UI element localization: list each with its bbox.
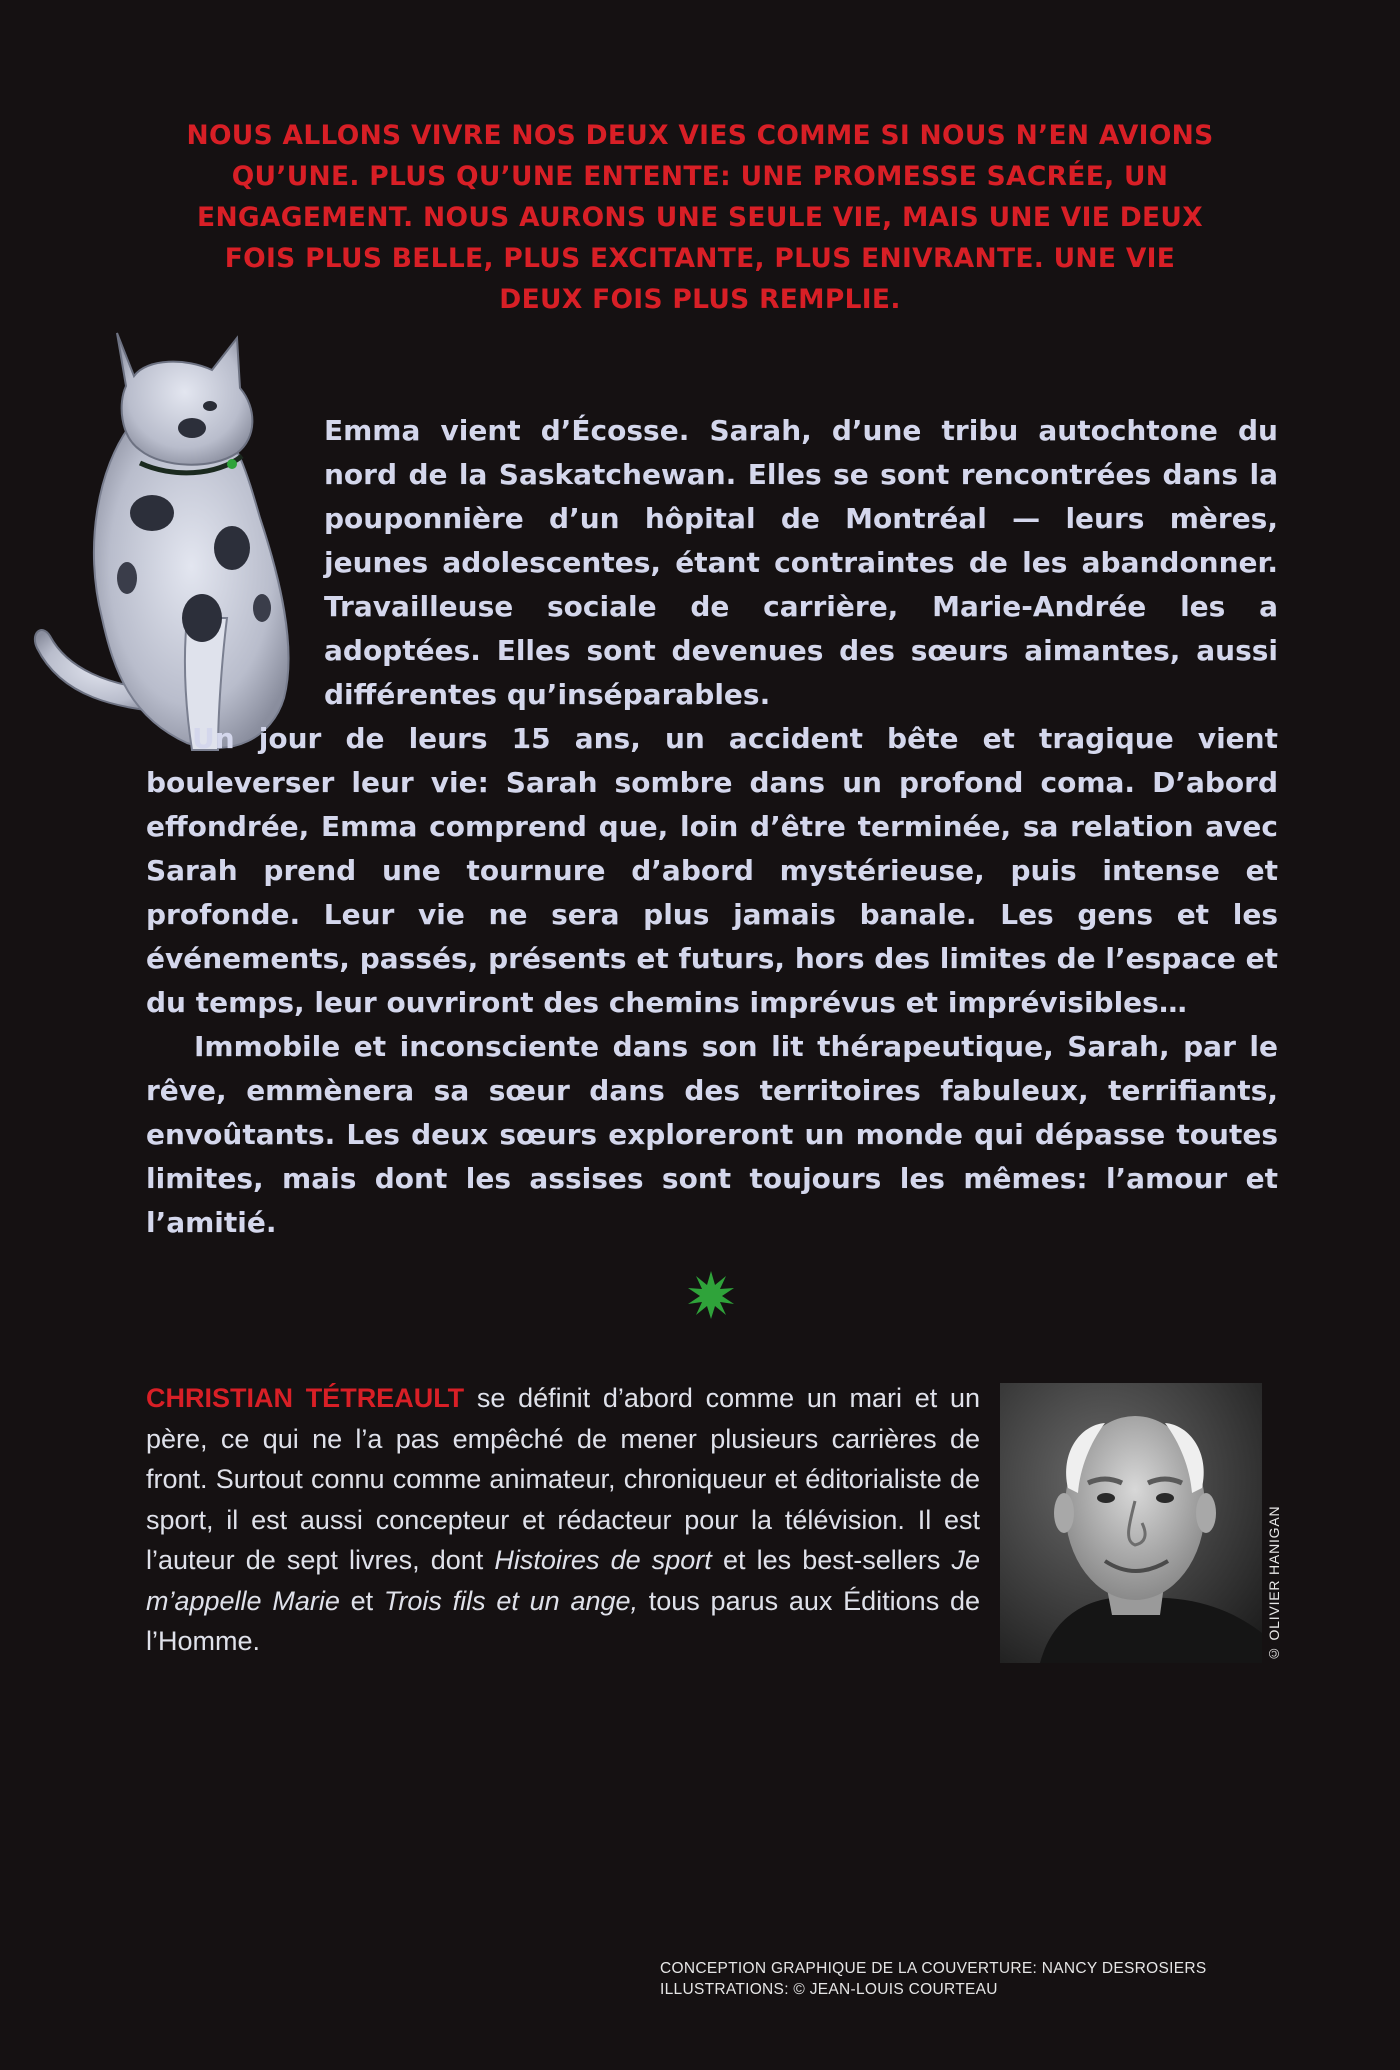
bio-text-3: et [339, 1585, 384, 1616]
tagline: NOUS ALLONS VIVRE NOS DEUX VIES COMME SI NOUS N’EN AVIONS QU’UNE. PLUS QU’UNE ENTENTE: UNE PROMESSE SACRÉE, UN ENGAGEMENT. NOUS AURONS UNE SEULE VIE, MAIS UNE VIE DEUX FOIS PLUS BELLE, PLUS EXCITANTE, PLUS ENIVRANTE. UNE VIE DEUX FOIS PLUS REMPLIE. [186, 120, 1214, 315]
bio-text-1: se définit d’abord comme un mari et un père, ce qui ne l’a pas empêché de mener plusieurs carrières de front. Surtout connu comme animateur, chroniqueur et éditorialiste de sport, il est aussi concepteur et rédacteur pour la télévision. Il est l’auteur de sept livres, dont [146, 1383, 980, 1575]
book-title-2: Je m’appelle Marie [146, 1545, 980, 1616]
book-title-1: Histoires de sport [494, 1545, 712, 1575]
cover-credits [660, 1958, 1280, 2000]
credit-illustrations: ILLUSTRATIONS: © JEAN-LOUIS COURTEAU [660, 1981, 998, 1998]
synopsis-paragraph-1: Emma vient d’Écosse. Sarah, d’une tribu autochtone du nord de la Saskatchewan. Elles se sont rencontrées dans la pouponnière d’un hôpital de Montréal — leurs mères, jeunes adolescentes, étant contraintes de les abandonner. Travailleuse sociale de carrière, Marie-Andrée les a adoptées. Elles sont devenues des sœurs aimantes, aussi différentes qu’inséparables. [324, 414, 1278, 711]
bio-text-2: et les best-sellers [711, 1545, 952, 1575]
bio-text-4: tous parus aux Éditions de l’Homme. [146, 1585, 980, 1656]
synopsis-paragraph-2: Un jour de leurs 15 ans, un accident bête et tragique vient bouleverser leur vie: Sarah sombre dans un profond coma. D’abord effondrée, Emma comprend que, loin d’être terminée, sa relation avec Sarah prend une tournure d’abord mystérieuse, puis intense et profonde. Leur vie ne sera plus jamais banale. Les gens et les événements, passés, présents et futurs, hors des limites de l’espace et du temps, leur ouvriront des chemins imprévus et imprévisibles… [146, 722, 1278, 1019]
cat-text-wrap-space [146, 409, 324, 711]
synopsis [146, 409, 1278, 1245]
book-title-3: Trois fils et un ange, [383, 1585, 639, 1616]
author-name: CHRISTIAN TÉTREAULT [146, 1383, 465, 1413]
author-photo [1000, 1383, 1262, 1663]
photo-credit: © OLIVIER HANIGAN [1266, 1505, 1282, 1662]
credit-design: CONCEPTION GRAPHIQUE DE LA COUVERTURE: NANCY DESROSIERS [660, 1960, 1207, 1977]
author-bio [146, 1378, 980, 1662]
star-ornament-icon [686, 1270, 736, 1320]
synopsis-paragraph-3: Immobile et inconsciente dans son lit thérapeutique, Sarah, par le rêve, emmènera sa sœur dans des territoires fabuleux, terrifiants, envoûtants. Les deux sœurs exploreront un monde qui dépasse toutes limites, mais dont les assises sont toujours les mêmes: l’amour et l’amitié. [146, 1030, 1278, 1239]
